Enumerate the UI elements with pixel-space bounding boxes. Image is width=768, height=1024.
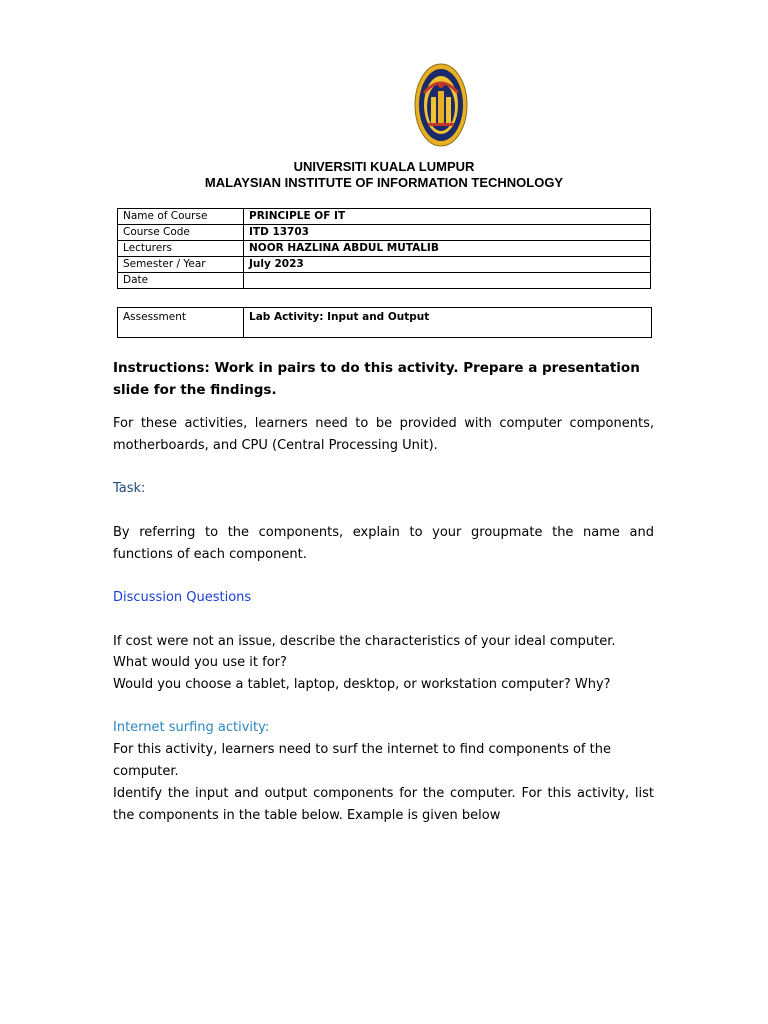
table-row <box>118 257 651 273</box>
row-label: Course Code <box>118 225 244 241</box>
row-value <box>244 273 651 289</box>
unikl-crest-icon <box>414 63 468 147</box>
table-row <box>118 308 652 338</box>
surf-paragraph: For this activity, learners need to surf the internet to find components of the computer. <box>113 742 611 779</box>
table-row <box>118 273 651 289</box>
course-info-table <box>117 208 651 289</box>
row-value: July 2023 <box>244 257 651 273</box>
identify-paragraph: Identify the input and output components for the computer. For this activity, list the components in the table below. Example is given below <box>113 786 654 823</box>
university-name: UNIVERSITI KUALA LUMPUR <box>293 159 475 174</box>
table-row <box>118 209 651 225</box>
intro-paragraph: For these activities, learners need to be provided with computer components, motherboards, and CPU (Central Processing Unit). <box>113 416 654 453</box>
table-row <box>118 241 651 257</box>
institute-name: MALAYSIAN INSTITUTE OF INFORMATION TECHNOLOGY <box>204 175 564 190</box>
row-label: Date <box>118 273 244 289</box>
instructions-text: Instructions: Work in pairs to do this activity. Prepare a presentation slide for the findings. <box>113 360 640 398</box>
question-item: Would you choose a tablet, laptop, desktop, or workstation computer? Why? <box>113 677 611 692</box>
question-item: If cost were not an issue, describe the characteristics of your ideal computer. <box>113 634 616 649</box>
row-value: ITD 13703 <box>244 225 651 241</box>
row-label: Semester / Year <box>118 257 244 273</box>
table-row <box>118 225 651 241</box>
assessment-label: Assessment <box>118 308 244 338</box>
assessment-table <box>117 307 652 338</box>
task-heading: Task: <box>113 481 146 496</box>
question-item: What would you use it for? <box>113 655 287 670</box>
row-value: NOOR HAZLINA ABDUL MUTALIB <box>244 241 651 257</box>
row-value: PRINCIPLE OF IT <box>244 209 651 225</box>
row-label: Name of Course <box>118 209 244 225</box>
discussion-heading: Discussion Questions <box>113 590 252 605</box>
row-label: Lecturers <box>118 241 244 257</box>
assessment-value: Lab Activity: Input and Output <box>244 308 652 338</box>
task-paragraph: By referring to the components, explain to your groupmate the name and functions of each component. <box>113 525 654 562</box>
surf-heading: Internet surfing activity: <box>113 720 270 735</box>
